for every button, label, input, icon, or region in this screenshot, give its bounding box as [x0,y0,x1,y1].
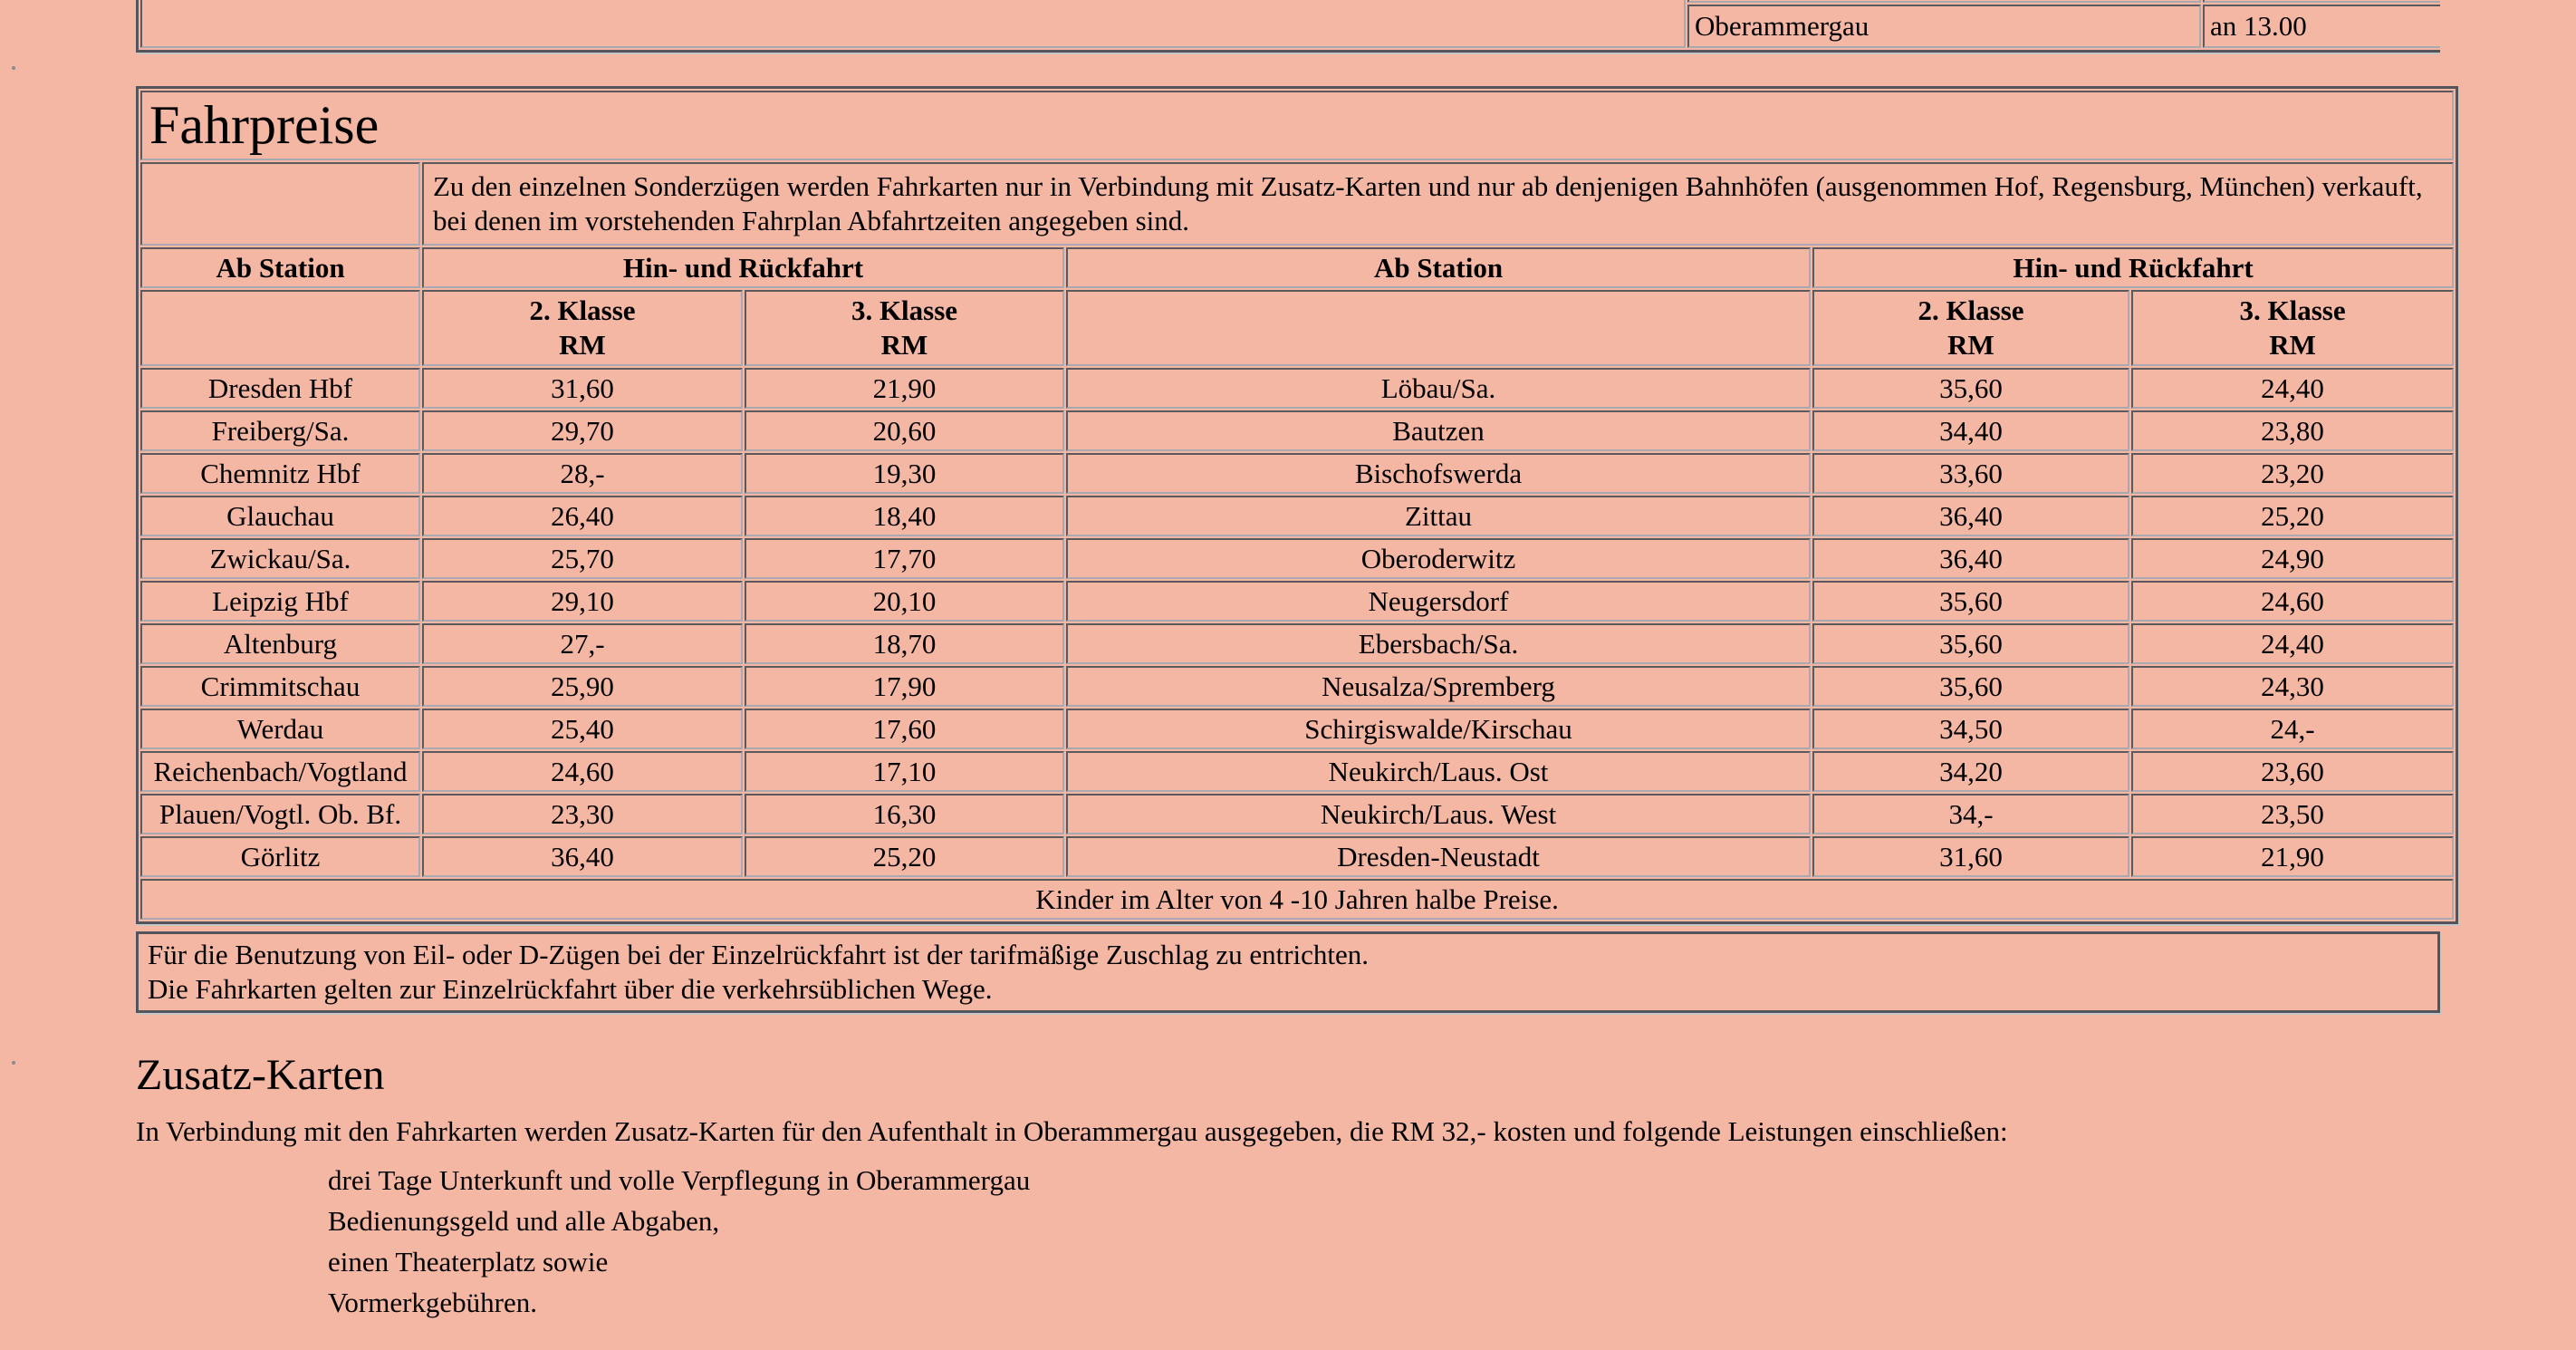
station-cell: Altenburg [140,623,420,664]
header-ab-station-left: Ab Station [140,247,420,288]
price-class3-cell: 19,30 [745,453,1064,494]
price-class3-cell: 25,20 [745,836,1064,877]
price-class2-cell: 31,60 [1812,836,2129,877]
header-klasse3-left [745,290,1064,366]
arrival-table-fragment [136,0,2440,54]
zusatz-list [136,1160,2440,1323]
klasse2-label: 2. Klasse [529,294,636,326]
zusatz-intro: In Verbindung mit den Fahrkarten werden Zusatz-Karten für den Aufenthalt in Oberammergau ausgegeben, die RM 32,- kosten und folgende Leistungen einschließen: [136,1115,2008,1147]
zusatz-item: einen Theaterplatz sowie [328,1246,609,1278]
fare-row [140,538,2454,579]
price-class2-cell: 34,20 [1812,751,2129,792]
price-class3-cell: 20,10 [745,581,1064,622]
price-class2-cell: 25,70 [422,538,743,579]
header-hin-rueckfahrt-right: Hin- und Rückfahrt [1812,247,2454,288]
price-class3-cell: 20,60 [745,410,1064,451]
station-cell: Bautzen [1066,410,1811,451]
fare-title-row [140,91,2454,160]
scan-speck [12,1061,15,1065]
fare-row [140,709,2454,749]
fare-row [140,581,2454,622]
fare-row [140,410,2454,451]
station-cell: Zwickau/Sa. [140,538,420,579]
station-cell: Plauen/Vogtl. Ob. Bf. [140,794,420,834]
station-cell: Löbau/Sa. [1066,368,1811,409]
klasse3-label: 3. Klasse [2239,294,2346,326]
header-hin-rueckfahrt-left: Hin- und Rückfahrt [422,247,1064,288]
price-class3-cell: 16,30 [745,794,1064,834]
fare-intro-empty-cell [140,162,420,246]
fare-intro-row [140,162,2454,246]
zusatz-title: Zusatz-Karten [136,1051,385,1099]
children-note: Kinder im Alter von 4 -10 Jahren halbe Preise. [140,879,2454,920]
price-class3-cell: 17,90 [745,666,1064,707]
station-cell: Neukirch/Laus. Ost [1066,751,1811,792]
arrival-clipped-row [140,0,2440,3]
station-cell: Oberoderwitz [1066,538,1811,579]
fare-title: Fahrpreise [140,91,2454,160]
price-class2-cell: 28,- [422,453,743,494]
price-class3-cell: 21,90 [2131,836,2454,877]
station-cell: Crimmitschau [140,666,420,707]
price-class3-cell: 17,60 [745,709,1064,749]
fare-row [140,368,2454,409]
zusatz-item: Vormerkgebühren. [328,1287,538,1318]
fare-row [140,666,2454,707]
station-cell: Görlitz [140,836,420,877]
station-cell: Zittau [1066,496,1811,536]
price-class2-cell: 36,40 [1812,538,2129,579]
price-class3-cell: 24,30 [2131,666,2454,707]
header-ab-station-right: Ab Station [1066,247,1811,288]
station-cell: Neukirch/Laus. West [1066,794,1811,834]
price-class2-cell: 25,90 [422,666,743,707]
header-empty-cell [1066,290,1811,366]
price-class2-cell: 29,70 [422,410,743,451]
fare-row [140,496,2454,536]
rm-label: RM [2269,329,2316,361]
station-cell: Bischofswerda [1066,453,1811,494]
price-class3-cell: 24,40 [2131,623,2454,664]
price-class3-cell: 24,- [2131,709,2454,749]
fare-row [140,453,2454,494]
price-class3-cell: 24,90 [2131,538,2454,579]
price-class3-cell: 17,70 [745,538,1064,579]
price-class2-cell: 35,60 [1812,666,2129,707]
rm-label: RM [559,329,606,361]
klasse3-label: 3. Klasse [851,294,958,326]
station-cell: Neugersdorf [1066,581,1811,622]
price-class2-cell: 25,40 [422,709,743,749]
price-class2-cell: 31,60 [422,368,743,409]
klasse2-label: 2. Klasse [1918,294,2024,326]
price-class2-cell: 33,60 [1812,453,2129,494]
price-class3-cell: 23,50 [2131,794,2454,834]
station-cell: Schirgiswalde/Kirschau [1066,709,1811,749]
zusatz-item: drei Tage Unterkunft und volle Verpflegung in Oberammergau [328,1164,1031,1196]
station-cell: Freiberg/Sa. [140,410,420,451]
header-empty-cell [140,290,420,366]
price-class2-cell: 34,50 [1812,709,2129,749]
rm-label: RM [880,329,928,361]
price-class2-cell: 26,40 [422,496,743,536]
footnotes-box [136,931,2440,1013]
price-class3-cell: 25,20 [2131,496,2454,536]
station-cell: Dresden-Neustadt [1066,836,1811,877]
price-class2-cell: 35,60 [1812,368,2129,409]
fare-row [140,836,2454,877]
price-class2-cell: 34,40 [1812,410,2129,451]
price-class2-cell: 29,10 [422,581,743,622]
station-cell: Ebersbach/Sa. [1066,623,1811,664]
station-cell: Reichenbach/Vogtland [140,751,420,792]
price-class3-cell: 23,20 [2131,453,2454,494]
footnote-line: Die Fahrkarten gelten zur Einzelrückfahrt über die verkehrsüblichen Wege. [148,973,993,1005]
price-class2-cell: 36,40 [422,836,743,877]
fare-header-row-1 [140,247,2454,288]
price-class2-cell: 34,- [1812,794,2129,834]
station-cell: Neusalza/Spremberg [1066,666,1811,707]
price-class2-cell: 35,60 [1812,581,2129,622]
rm-label: RM [1947,329,1994,361]
arrival-table [136,0,2440,53]
price-class3-cell: 17,10 [745,751,1064,792]
price-class2-cell: 27,- [422,623,743,664]
children-note-row [140,879,2454,920]
price-class3-cell: 24,60 [2131,581,2454,622]
price-class3-cell: 23,80 [2131,410,2454,451]
price-class2-cell: 36,40 [1812,496,2129,536]
price-class3-cell: 23,60 [2131,751,2454,792]
scan-speck [12,66,15,70]
arrival-clipped-cell [1687,0,2201,3]
arrival-station-cell: Oberammergau [1687,5,2201,48]
station-cell: Dresden Hbf [140,368,420,409]
station-cell: Glauchau [140,496,420,536]
fare-header-row-2 [140,290,2454,366]
price-class3-cell: 18,40 [745,496,1064,536]
price-class2-cell: 24,60 [422,751,743,792]
arrival-clipped-cell [2203,0,2440,3]
zusatz-item: Bedienungsgeld und alle Abgaben, [328,1205,720,1237]
fare-row [140,751,2454,792]
header-klasse2-left [422,290,743,366]
header-klasse3-right [2131,290,2454,366]
price-class3-cell: 18,70 [745,623,1064,664]
header-klasse2-right [1812,290,2129,366]
price-class2-cell: 35,60 [1812,623,2129,664]
fare-intro-text: Zu den einzelnen Sonderzügen werden Fahrkarten nur in Verbindung mit Zusatz-Karten und nur ab denjenigen Bahnhöfen (ausgenommen Hof, Regensburg, München) verkauft, bei denen im vorstehenden Fahrplan Abfahrtzeiten angegeben sind. [422,162,2454,246]
station-cell: Chemnitz Hbf [140,453,420,494]
price-class3-cell: 24,40 [2131,368,2454,409]
price-class3-cell: 21,90 [745,368,1064,409]
arrival-empty-cell [140,0,1686,48]
fare-row [140,794,2454,834]
station-cell: Werdau [140,709,420,749]
footnote-line: Für die Benutzung von Eil- oder D-Zügen bei der Einzelrückfahrt ist der tarifmäßige Zuschlag zu entrichten. [148,939,1370,970]
price-class2-cell: 23,30 [422,794,743,834]
arrival-time-cell: an 13.00 [2203,5,2440,48]
station-cell: Leipzig Hbf [140,581,420,622]
page-content [136,0,2440,1323]
fare-rows [140,368,2454,877]
fare-table [136,86,2458,924]
fare-row [140,623,2454,664]
